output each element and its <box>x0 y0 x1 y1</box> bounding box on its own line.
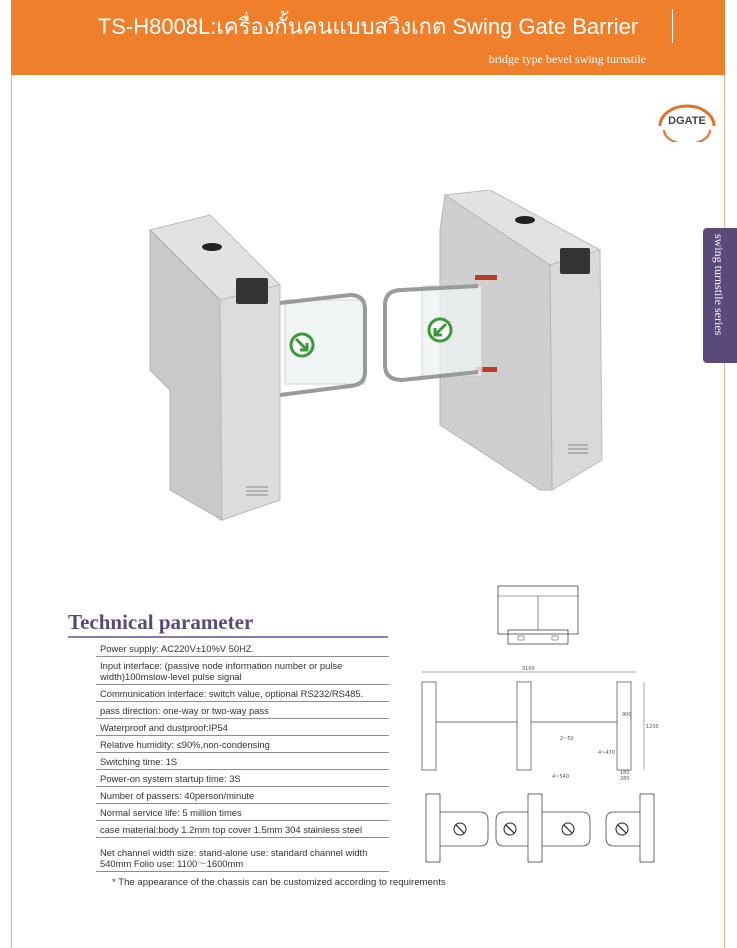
param-humidity: Relative humidity: ≤90%,non-condensing <box>96 736 389 753</box>
dim-depth: 1200 <box>646 724 659 730</box>
dim-side-a: 4~470 <box>598 750 615 756</box>
dim-total-width: 3100 <box>522 666 535 672</box>
dim-height: 900 <box>622 712 632 718</box>
product-image <box>140 190 620 530</box>
title-divider <box>672 9 673 43</box>
dim-side-b: 180 <box>620 770 630 776</box>
param-case-material: case material:body 1.2mm top cover 1.5mm 304 stainless steel <box>96 821 389 838</box>
side-tab-label: swing turnstile series <box>712 234 726 336</box>
dim-gap: 2~50 <box>560 736 574 742</box>
tech-parameter-list <box>96 640 389 872</box>
top-plan-drawing <box>412 662 668 782</box>
front-elevation-drawing <box>492 580 584 650</box>
param-input-interface: Input interface: (passive node information number or pulse width)100mslow-level pulse signal <box>96 657 389 685</box>
param-power-supply: Power supply: AC220V±10%V 50HZ. <box>96 640 389 657</box>
dgate-logo <box>656 102 718 142</box>
side-tab <box>703 228 737 363</box>
param-startup-time: Power-on system startup time: 3S <box>96 770 389 787</box>
bottom-plan-drawing <box>418 788 663 868</box>
dim-pass-width: 4~540 <box>552 774 569 780</box>
page-subtitle: bridge type bevel swing turnstile <box>488 52 646 66</box>
page-header <box>11 0 725 75</box>
page-title: TS-H8008L:เครื่องกั้นคนแบบสวิงเกต Swing Gate Barrier <box>97 14 639 39</box>
param-passers: Number of passers: 40person/minute <box>96 787 389 804</box>
tech-parameter-title: Technical parameter <box>68 610 254 634</box>
param-pass-direction: pass direction: one-way or two-way pass <box>96 702 389 719</box>
param-switching-time: Switching time: 1S <box>96 753 389 770</box>
tech-parameter-rule <box>68 636 388 638</box>
param-channel-width: Net channel width size: stand-alone use: standard channel width 540mm Folio use: 1100～1600mm <box>96 844 389 872</box>
dim-side-c: 280 <box>620 776 630 782</box>
footnote: * The appearance of the chassis can be customized according to requirements <box>112 877 446 888</box>
param-communication: Communication interface: switch value, optional RS232/RS485. <box>96 685 389 702</box>
param-service-life: Normal service life: 5 million times <box>96 804 389 821</box>
logo-text: DGATE <box>668 115 706 127</box>
param-waterproof: Waterproof and dustproof:IP54 <box>96 719 389 736</box>
